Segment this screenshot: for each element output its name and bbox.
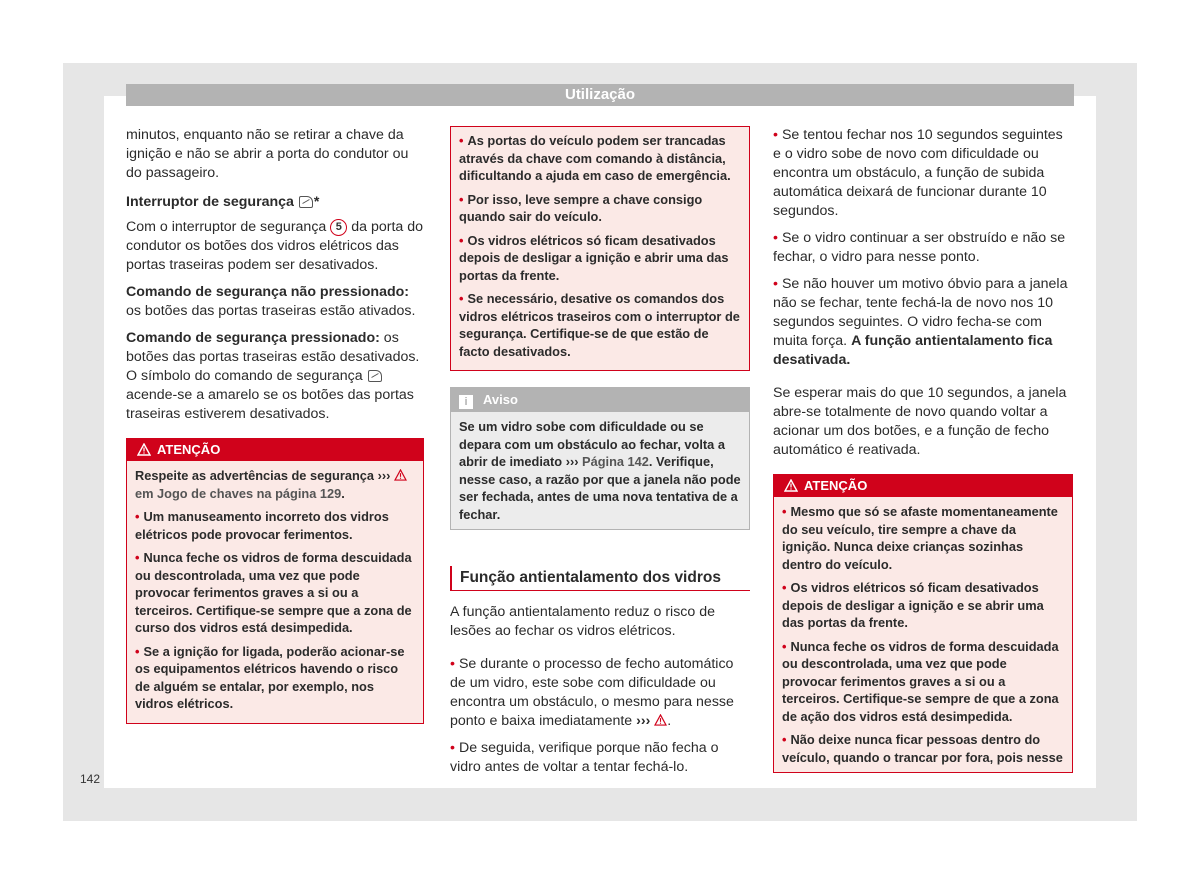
cross-reference-link[interactable]: em Jogo de chaves na página 129 — [135, 485, 342, 501]
warning-box — [126, 438, 424, 724]
cross-reference-link[interactable]: Página 142 — [582, 454, 649, 469]
warning-item: • Mesmo que só se afaste momentaneamente do seu veículo, tire sempre a chave da ignição. Nunca deixe crianças sozinhas dentro do veículo. — [782, 504, 1058, 572]
page-number: 142 — [80, 772, 101, 786]
warning-item: • Por isso, leve sempre a chave consigo quando sair do veículo. — [459, 191, 703, 224]
warning-item: • Os vidros elétricos só ficam desativados depois de desligar a ignição e abrir uma das portas da frente. — [459, 232, 729, 283]
warning-intro: Respeite as advertências de segurança ››› em Jogo de chaves na página 129. — [135, 467, 415, 502]
warning-header: ATENÇÃO — [774, 475, 1072, 497]
warning-item: • As portas do veículo podem ser trancadas através da chave com comando à distância, dificultando a ajuda em caso de emergência. — [459, 133, 731, 183]
warning-item: • Não deixe nunca ficar pessoas dentro do veículo, quando o trancar por fora, pois nesse — [782, 732, 1063, 765]
list-item: • De seguida, verifique porque não fecha o vidro antes de voltar a tentar fechá-lo. — [450, 740, 719, 775]
paragraph: Comando de segurança não pressionado: os botões das portas traseiras estão ativados. — [126, 284, 416, 319]
warning-item: • Nunca feche os vidros de forma descuidada ou descontrolada, uma vez que pode provocar ferimentos graves a si ou a terceiros. Certifique-se sempre que a zona de curso dos vidros está desimpedida. — [135, 550, 412, 635]
warning-box-continued — [450, 126, 750, 371]
warning-triangle-icon — [394, 469, 407, 481]
list-item: • Se tentou fechar nos 10 segundos seguintes e o vidro sobe de novo com dificuldade ou encontra um obstáculo, a função de subida automática deixará de funcionar durante 10 segundos. — [773, 127, 1063, 219]
paragraph: Com o interruptor de segurança 5 da porta do condutor os botões dos vidros elétricos das portas traseiras podem ser desativados. — [126, 219, 424, 273]
warning-header: ATENÇÃO — [127, 439, 423, 461]
warning-item: • Se a ignição for ligada, poderão acionar-se os equipamentos elétricos havendo o risco de alguém se entalar, por exemplo, nos vidros elétricos. — [135, 643, 405, 711]
column-left — [126, 126, 424, 724]
warning-box — [773, 474, 1073, 773]
paragraph: A função antientalamento reduz o risco de lesões ao fechar os vidros elétricos. — [450, 604, 716, 639]
column-right — [773, 126, 1073, 773]
warning-triangle-icon — [654, 714, 667, 726]
paragraph: Se esperar mais do que 10 segundos, a janela abre-se totalmente de novo quando voltar a acionar um dos botões, e a função de fecho automático é reativada. — [773, 385, 1067, 458]
callout-number: 5 — [330, 219, 347, 236]
note-box — [450, 387, 750, 530]
info-icon: i — [459, 395, 473, 409]
note-body: Se um vidro sobe com dificuldade ou se depara com um obstáculo ao fechar, volta a abrir de imediato ››› Página 142. Verifique, nesse caso, a razão por que a janela não pode ser fechada, antes de uma nova tentativa de a fechar. — [459, 419, 741, 522]
warning-item: • Se necessário, desative os comandos dos vidros elétricos traseiros com o interruptor de segurança. Certifique-se de que estão de facto desativados. — [459, 291, 740, 359]
window-lock-icon — [368, 370, 382, 382]
list-item: • Se não houver um motivo óbvio para a janela não se fechar, tente fechá-la de novo nos 10 segundos seguintes. O vidro fecha-se com muita força. A função antientalamento fica desativada. — [773, 276, 1068, 368]
section-header: Utilização — [126, 84, 1074, 106]
warning-item: • Os vidros elétricos só ficam desativados depois de desligar a ignição e se abrir uma das portas da frente. — [782, 580, 1044, 630]
list-item: • Se durante o processo de fecho automático de um vidro, este sobe com dificuldade ou encontra um obstáculo, o mesmo para nesse ponto e baixa imediatamente ››› . — [450, 656, 734, 729]
note-header: i Aviso — [451, 388, 749, 412]
paragraph: Comando de segurança pressionado: os botões das portas traseiras estão desativados. O símbolo do comando de segurança acende-se a amarelo se os botões das portas traseiras estiverem desativados. — [126, 330, 420, 422]
list-item: • Se o vidro continuar a ser obstruído e não se fechar, o vidro para nesse ponto. — [773, 230, 1066, 265]
paragraph: minutos, enquanto não se retirar a chave da ignição e não se abrir a porta do condutor ou do passageiro. — [126, 127, 409, 181]
warning-item: • Nunca feche os vidros de forma descuidada ou descontrolada, uma vez que pode provocar ferimentos graves a si ou a terceiros. Certifique-se sempre de que a zona de ação dos vidros está desimpedida. — [782, 638, 1059, 724]
section-title: Função antientalamento dos vidros — [450, 566, 750, 591]
warning-triangle-icon — [784, 479, 798, 492]
warning-triangle-icon — [137, 443, 151, 456]
window-lock-icon — [299, 196, 313, 208]
warning-item: • Um manuseamento incorreto dos vidros elétricos pode provocar ferimentos. — [135, 509, 389, 542]
column-middle — [450, 126, 750, 785]
subheading-safety-switch: Interruptor de segurança * — [126, 194, 320, 210]
